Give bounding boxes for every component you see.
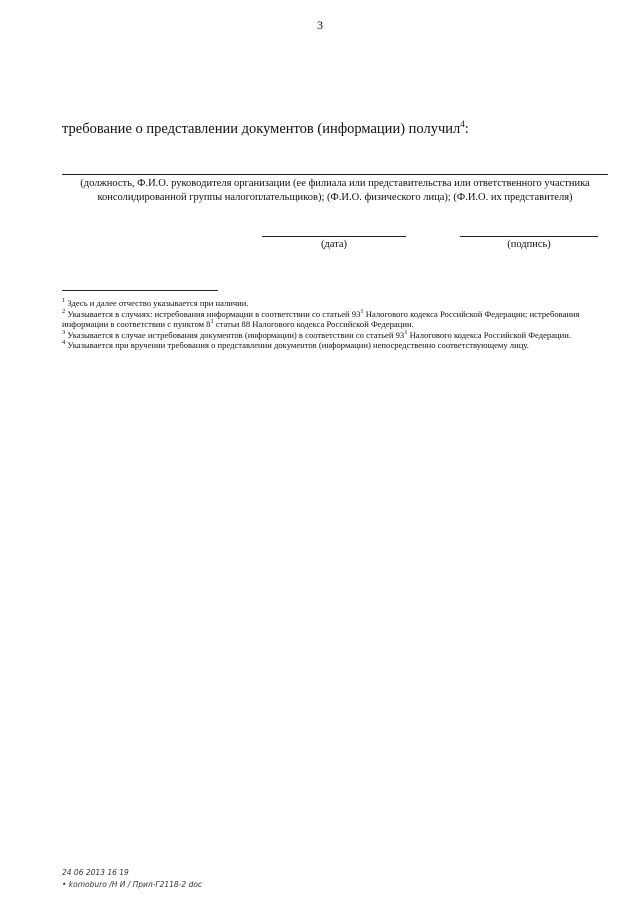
footnote-3: $^3$ Указывается в случае истребования документов (информации) в соответствии со статьей $93^1$ Налогового кодекса Российской Федерации. [62,328,571,340]
request-received-line [62,121,469,138]
footnote-2: $^2$ Указывается в случаях: истребования информации в соответствии со статьей $93^1$ Налогового кодекса Российской Федерации; истребования информации в соответствии с пунктом $8^1$ статьи 88 Налогового кодекса Российской Федерации. [62,307,580,330]
recipient-caption [62,177,608,205]
recipient-caption-line-1: (должность, Ф.И.О. руководителя организации (ее филиала или представительства или ответственного участника [80,178,590,189]
request-colon: : [464,121,469,137]
footnote-separator [62,290,218,291]
date-label: (дата) [320,239,348,250]
date-line [262,236,406,237]
print-timestamp: 24 06 2013 16 19 [62,868,129,877]
footnote-ref-4: 4 [460,119,465,130]
request-text: требование о представлении документов (информации) получил [62,121,461,137]
footnotes [62,298,610,351]
file-path-stamp: • komoburo /Н И / Прил-Г2118-2 doc [62,880,203,889]
footnote-4: $^4$ Указывается при вручении требования о представлении документов (информации) непосредственно соответствующему лицу. [62,339,529,351]
signature-line [460,236,598,237]
page-number: 3 [317,18,323,32]
recipient-caption-line-2: консолидированной группы налогоплательщиков); (Ф.И.О. физического лица); (Ф.И.О. их представителя) [97,192,573,203]
recipient-signature-line [62,174,608,175]
footnote-1: $^1$ Здесь и далее отчество указывается при наличии. [62,297,249,308]
signature-label: (подпись) [507,239,551,250]
